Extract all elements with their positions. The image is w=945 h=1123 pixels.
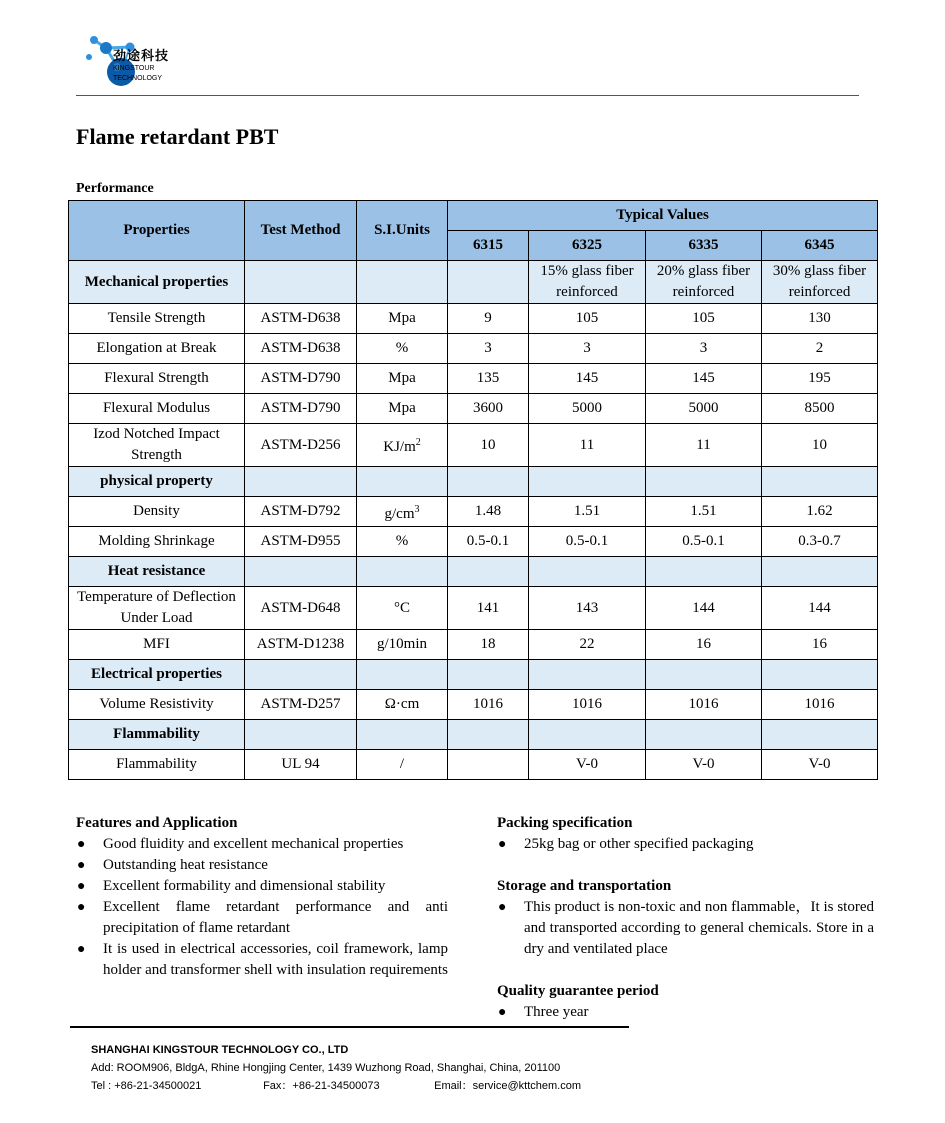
value-cell: 144	[646, 587, 762, 630]
empty-cell	[357, 467, 448, 497]
header-units: S.I.Units	[357, 201, 448, 261]
empty-cell	[357, 720, 448, 750]
property-name: Flexural Strength	[69, 364, 245, 394]
grade-note	[762, 467, 878, 497]
page-title: Flame retardant PBT	[76, 124, 279, 149]
value-cell: 3	[448, 334, 529, 364]
performance-table	[68, 200, 878, 780]
value-cell: 0.5-0.1	[529, 527, 646, 557]
unit-cell	[357, 690, 448, 720]
section-row	[69, 557, 878, 587]
value-cell: 3	[646, 334, 762, 364]
grade-note: 30% glass fiber reinforced	[762, 261, 878, 304]
value-cell: 1016	[646, 690, 762, 720]
bullet-item: ● 25kg bag or other specified packaging	[497, 834, 874, 855]
test-method: UL 94	[245, 750, 357, 780]
grade-note	[448, 720, 529, 750]
section-name: Electrical properties	[69, 660, 245, 690]
property-name: Molding Shrinkage	[69, 527, 245, 557]
test-method: ASTM-D638	[245, 304, 357, 334]
unit: %	[395, 340, 409, 356]
test-method: ASTM-D1238	[245, 630, 357, 660]
property-name: Temperature of Deflection Under Load	[69, 587, 245, 630]
empty-cell	[245, 557, 357, 587]
packing-heading: Packing specification	[497, 815, 633, 831]
table-row	[69, 364, 878, 394]
grade-note	[448, 660, 529, 690]
unit-cell	[357, 424, 448, 467]
value-cell: 16	[762, 630, 878, 660]
test-method: ASTM-D790	[245, 364, 357, 394]
header-grade: 6325	[529, 231, 646, 261]
logo-chinese-name: 劲途科技	[113, 49, 170, 64]
table-row	[69, 304, 878, 334]
value-cell: V-0	[762, 750, 878, 780]
grade-note	[762, 557, 878, 587]
value-cell: 145	[646, 364, 762, 394]
table-row	[69, 424, 878, 467]
grade-note	[448, 467, 529, 497]
specifications-column	[497, 813, 874, 1023]
empty-cell	[245, 720, 357, 750]
value-cell: 10	[762, 424, 878, 467]
performance-label: Performance	[76, 181, 154, 196]
footer-tel: Tel : +86-21-34500021	[91, 1080, 202, 1092]
value-cell: 11	[646, 424, 762, 467]
section-name: physical property	[69, 467, 245, 497]
footer	[91, 1041, 581, 1095]
empty-cell	[245, 660, 357, 690]
bullet-item: ● Excellent flame retardant performance and anti precipitation of flame retardant	[76, 897, 448, 939]
property-name: Volume Resistivity	[69, 690, 245, 720]
footer-address: Add: ROOM906, BldgA, Rhine Hongjing Center, 1439 Wuzhong Road, Shanghai, China, 201100	[91, 1062, 561, 1074]
footer-company: SHANGHAI KINGSTOUR TECHNOLOGY CO., LTD	[91, 1044, 349, 1056]
property-name: Tensile Strength	[69, 304, 245, 334]
value-cell: V-0	[646, 750, 762, 780]
table-header-row	[69, 201, 878, 231]
bullet-item: ● Good fluidity and excellent mechanical properties	[76, 834, 448, 855]
empty-cell	[357, 660, 448, 690]
value-cell: 1.51	[529, 497, 646, 527]
grade-note	[529, 720, 646, 750]
value-cell: 1016	[448, 690, 529, 720]
table-row	[69, 630, 878, 660]
table-row	[69, 497, 878, 527]
unit-cell	[357, 304, 448, 334]
value-cell: 18	[448, 630, 529, 660]
value-cell: 1016	[529, 690, 646, 720]
value-cell: 1.62	[762, 497, 878, 527]
property-name: Density	[69, 497, 245, 527]
grade-note: 15% glass fiber reinforced	[529, 261, 646, 304]
bullet-item: ● Excellent formability and dimensional stability	[76, 876, 448, 897]
value-cell: 1.48	[448, 497, 529, 527]
features-section	[76, 813, 448, 981]
unit: /	[399, 756, 405, 772]
unit-cell	[357, 750, 448, 780]
property-name: Flammability	[69, 750, 245, 780]
bullet-item: ● Outstanding heat resistance	[76, 855, 448, 876]
packing-list	[497, 834, 874, 855]
section-row	[69, 660, 878, 690]
unit-cell	[357, 394, 448, 424]
unit: Ω·cm	[384, 696, 420, 712]
grade-note	[529, 467, 646, 497]
property-name: Flexural Modulus	[69, 394, 245, 424]
empty-cell	[245, 467, 357, 497]
test-method: ASTM-D790	[245, 394, 357, 424]
value-cell: 145	[529, 364, 646, 394]
value-cell: 5000	[529, 394, 646, 424]
header-grade: 6345	[762, 231, 878, 261]
header-properties: Properties	[69, 201, 245, 261]
section-name: Heat resistance	[69, 557, 245, 587]
value-cell: 144	[762, 587, 878, 630]
grade-note	[762, 660, 878, 690]
value-cell: 11	[529, 424, 646, 467]
value-cell: 141	[448, 587, 529, 630]
unit-exponent: 3	[414, 503, 420, 515]
empty-cell	[357, 261, 448, 304]
empty-cell	[357, 557, 448, 587]
storage-heading: Storage and transportation	[497, 878, 672, 894]
empty-cell	[245, 261, 357, 304]
value-cell: 16	[646, 630, 762, 660]
value-cell: 0.5-0.1	[448, 527, 529, 557]
unit: Mpa	[388, 370, 416, 386]
footer-email: Email：service@kttchem.com	[434, 1080, 581, 1092]
value-cell: 2	[762, 334, 878, 364]
bullet-item: ● Three year	[497, 1002, 874, 1023]
grade-note	[646, 557, 762, 587]
test-method: ASTM-D256	[245, 424, 357, 467]
unit: Mpa	[388, 310, 416, 326]
header-grade: 6335	[646, 231, 762, 261]
value-cell: 130	[762, 304, 878, 334]
value-cell: 5000	[646, 394, 762, 424]
unit-cell	[357, 587, 448, 630]
unit: g/10min	[376, 636, 427, 652]
value-cell: 135	[448, 364, 529, 394]
grade-note: 20% glass fiber reinforced	[646, 261, 762, 304]
value-cell: 105	[646, 304, 762, 334]
test-method: ASTM-D257	[245, 690, 357, 720]
value-cell: 0.5-0.1	[646, 527, 762, 557]
section-row	[69, 467, 878, 497]
grade-note	[448, 557, 529, 587]
test-method: ASTM-D792	[245, 497, 357, 527]
grade-note	[529, 557, 646, 587]
value-cell	[448, 750, 529, 780]
table-row	[69, 750, 878, 780]
property-name: Elongation at Break	[69, 334, 245, 364]
unit-cell	[357, 527, 448, 557]
value-cell: 105	[529, 304, 646, 334]
storage-list	[497, 897, 874, 960]
table-row	[69, 690, 878, 720]
unit-cell	[357, 364, 448, 394]
guarantee-list	[497, 1002, 874, 1023]
grade-note	[646, 660, 762, 690]
value-cell: 22	[529, 630, 646, 660]
value-cell: 8500	[762, 394, 878, 424]
unit: Mpa	[388, 400, 416, 416]
table-row	[69, 394, 878, 424]
header-typical-values: Typical Values	[448, 201, 878, 231]
features-list	[76, 834, 448, 981]
features-heading: Features and Application	[76, 815, 238, 831]
bullet-item: ● This product is non-toxic and non flammable，It is stored and transported according to general chemicals. Store in a dry and ventilated place	[497, 897, 874, 960]
test-method: ASTM-D638	[245, 334, 357, 364]
footer-divider	[70, 1026, 629, 1028]
table-row	[69, 587, 878, 630]
grade-note	[448, 261, 529, 304]
guarantee-heading: Quality guarantee period	[497, 983, 659, 999]
value-cell: 9	[448, 304, 529, 334]
property-name: Izod Notched Impact Strength	[69, 424, 245, 467]
grade-note	[646, 467, 762, 497]
value-cell: 3600	[448, 394, 529, 424]
bullet-item: ● It is used in electrical accessories, coil framework, lamp holder and transformer shell with insulation requirements	[76, 939, 448, 981]
value-cell: 195	[762, 364, 878, 394]
header-divider	[76, 95, 859, 96]
unit: g/cm	[384, 505, 415, 522]
value-cell: 0.3-0.7	[762, 527, 878, 557]
unit-exponent: 2	[415, 437, 421, 448]
grade-note	[529, 660, 646, 690]
logo-wordmark	[113, 50, 169, 83]
section-name: Flammability	[69, 720, 245, 750]
unit: KJ/m	[383, 439, 416, 455]
test-method: ASTM-D648	[245, 587, 357, 630]
footer-fax: Fax：+86-21-34500073	[263, 1080, 380, 1092]
grade-note	[762, 720, 878, 750]
table-row	[69, 334, 878, 364]
unit: %	[395, 533, 409, 549]
table-row	[69, 527, 878, 557]
header-grade: 6315	[448, 231, 529, 261]
value-cell: 3	[529, 334, 646, 364]
unit-cell	[357, 497, 448, 527]
unit: °C	[393, 599, 410, 616]
grade-note	[646, 720, 762, 750]
value-cell: 10	[448, 424, 529, 467]
logo-english-line1: KINGSTOUR	[113, 65, 155, 72]
unit-cell	[357, 334, 448, 364]
unit-cell	[357, 630, 448, 660]
section-row	[69, 261, 878, 304]
logo-english-line2: TECHNOLOGY	[113, 75, 163, 82]
header-test-method: Test Method	[245, 201, 357, 261]
value-cell: V-0	[529, 750, 646, 780]
value-cell: 143	[529, 587, 646, 630]
property-name: MFI	[69, 630, 245, 660]
value-cell: 1.51	[646, 497, 762, 527]
section-name: Mechanical properties	[69, 261, 245, 304]
value-cell: 1016	[762, 690, 878, 720]
test-method: ASTM-D955	[245, 527, 357, 557]
section-row	[69, 720, 878, 750]
